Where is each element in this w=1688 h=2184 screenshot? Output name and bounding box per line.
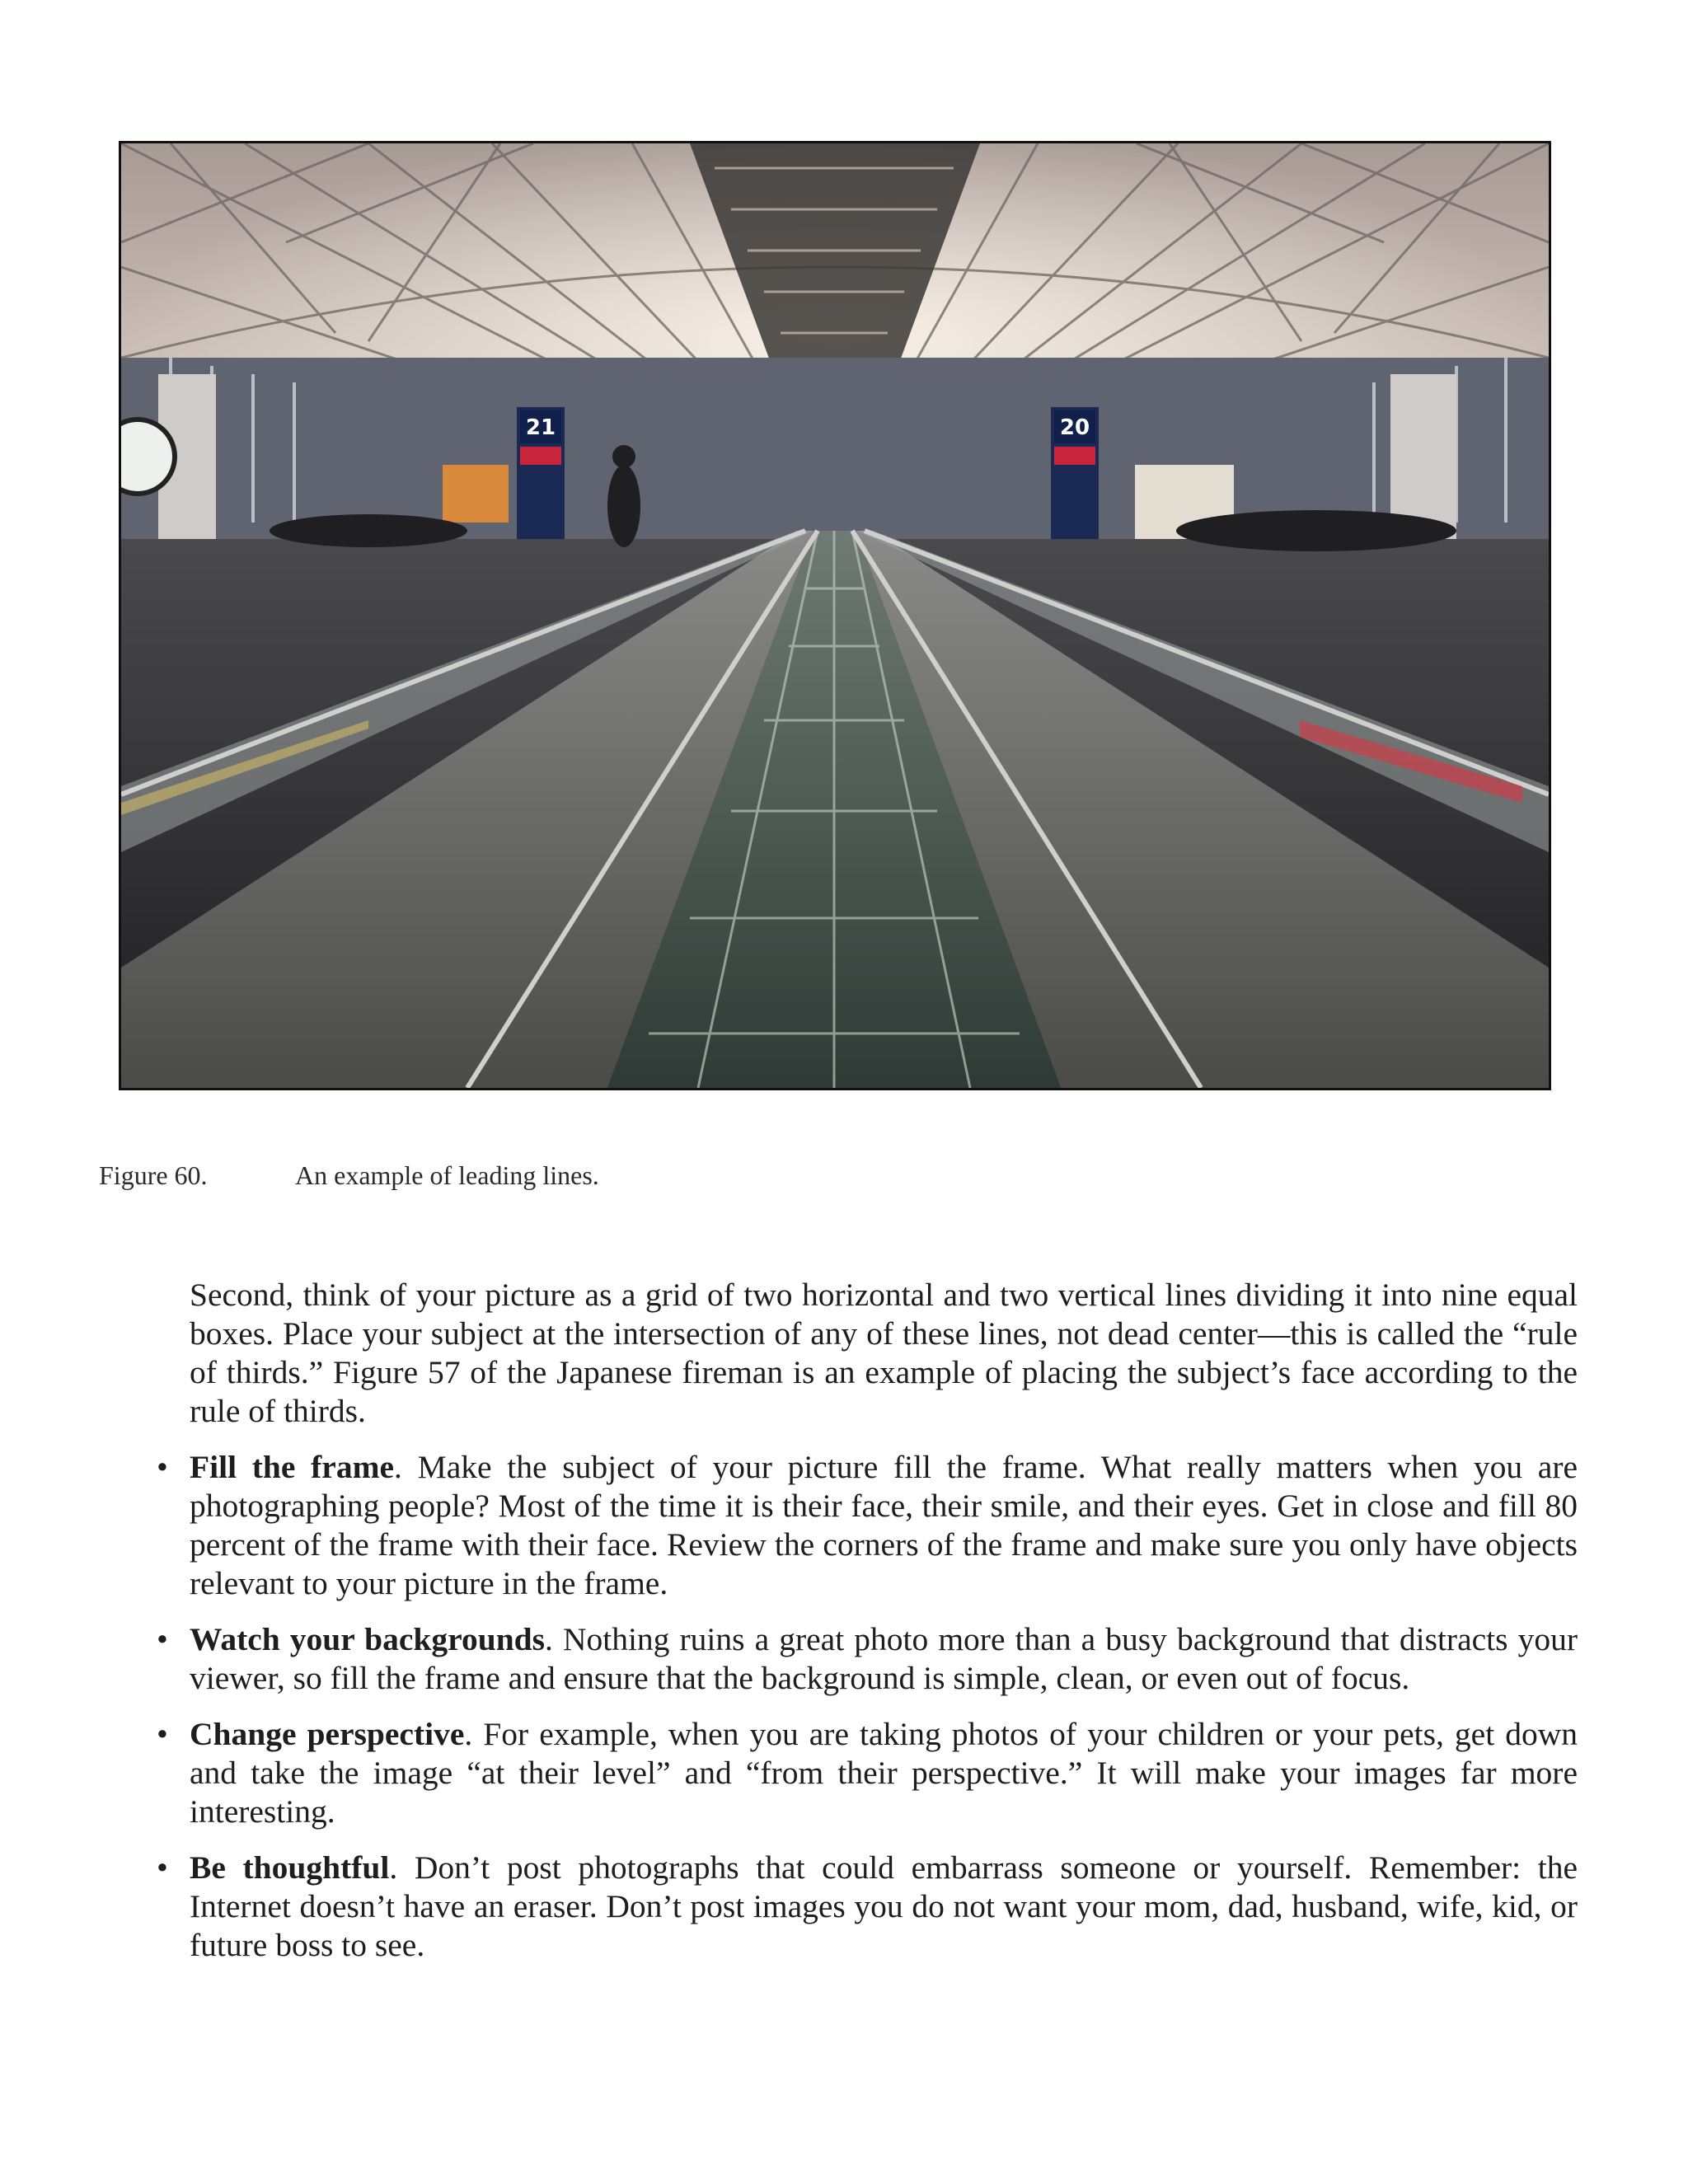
tip-term: Watch your backgrounds	[190, 1621, 545, 1657]
gate-20-label: 20	[1059, 415, 1090, 440]
tip-text: . Nothing ruins a great photo more than a busy background that distracts your viewer, so fill the frame and ensure that the background is simple, clean, or even out of focus.	[190, 1621, 1578, 1696]
tip-text: . Make the subject of your picture fill the frame. What really matters when you are photographing people? Most of the time it is their face, their smile, and their eyes. Get in close and fill 80 percent of the frame with their face. Review the corners of the frame and make sure you only have objects relevant to your picture in the frame.	[190, 1449, 1578, 1601]
figure-number: Figure 60.	[99, 1160, 208, 1190]
bullet-marker: •	[157, 1621, 168, 1657]
bullet-marker: •	[157, 1449, 168, 1485]
tip-text: . Don’t post photographs that could embarrass someone or yourself. Remember: the Internet doesn’t have an eraser. Don’t post images you do not want your mom, dad, husband, wife, kid, or future boss to see.	[190, 1849, 1578, 1963]
tip-term: Fill the frame	[190, 1449, 395, 1485]
tip-term: Be thoughtful	[190, 1849, 390, 1886]
gate-21-label: 21	[525, 415, 556, 440]
list-item	[157, 1849, 1578, 1965]
body-text	[157, 1276, 1578, 1982]
bullet-marker: •	[157, 1716, 168, 1752]
figure-caption-text: An example of leading lines.	[295, 1160, 599, 1190]
tip-text: . For example, when you are taking photos of your children or your pets, get down and take the image “at their level” and “from their perspective.” It will make your images far more interesting.	[190, 1716, 1578, 1830]
list-item	[157, 1620, 1578, 1698]
tip-term: Change perspective	[190, 1716, 465, 1752]
list-item	[157, 1715, 1578, 1831]
tips-list	[157, 1448, 1578, 1965]
figure-caption	[99, 1160, 599, 1191]
intro-paragraph: Second, think of your picture as a grid of two horizontal and two vertical lines dividing it into nine equal boxes. Place your subject at the intersection of any of these lines, not dead center—this is called the “rule of thirds.” Figure 57 of the Japanese fireman is an example of placing the subject’s face according to the rule of thirds.	[190, 1277, 1578, 1429]
list-item	[157, 1448, 1578, 1603]
airport-walkway-photo	[119, 141, 1551, 1090]
bullet-marker: •	[157, 1849, 168, 1886]
leading-lines-illustration	[121, 143, 1549, 1088]
